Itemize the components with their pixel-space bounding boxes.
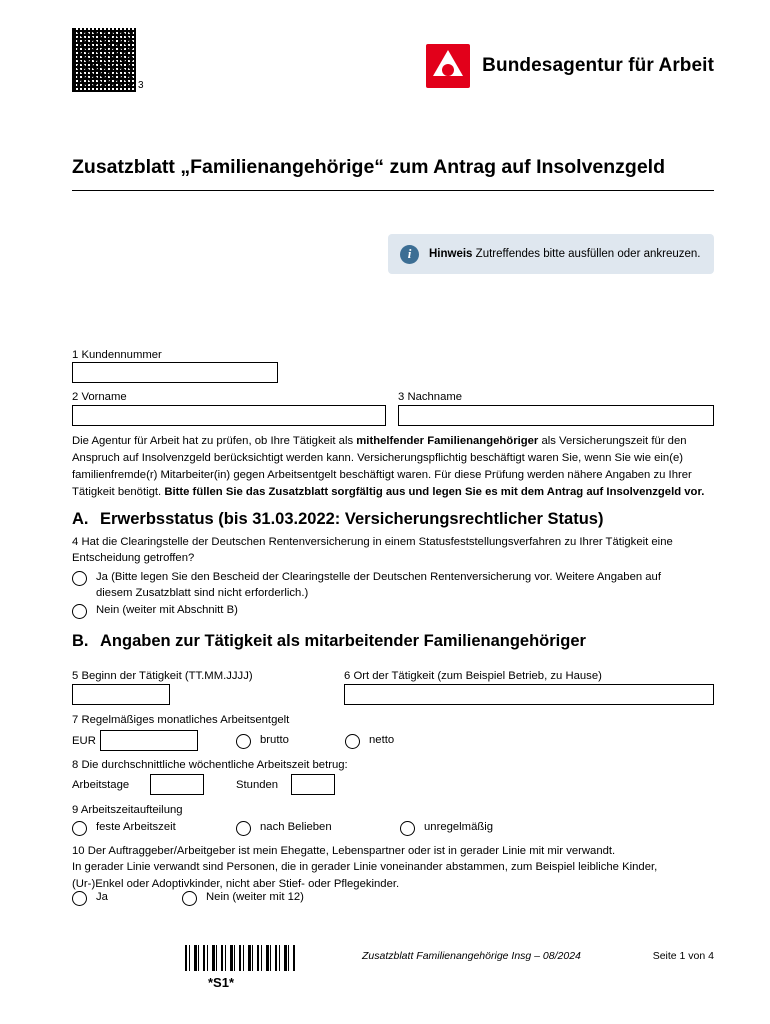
question-9-label	[72, 803, 183, 817]
radio-icon[interactable]	[236, 734, 251, 749]
question-10-line2: In gerader Linie verwandt sind Personen, die in gerader Linie voneinander abstammen, zum Beispiel leibliche Kinder,	[72, 861, 658, 874]
nachname-input[interactable]	[398, 405, 714, 426]
hinweis-box	[388, 234, 714, 274]
document-header	[72, 28, 714, 108]
question-10-line1: Der Auftraggeber/Arbeitgeber ist mein Ehegatte, Lebenspartner oder ist in gerader Linie mit mir verwandt.	[87, 845, 616, 857]
brand-name: Bundesagentur für Arbeit	[482, 55, 714, 76]
question-10-number: 10	[72, 845, 85, 857]
barcode-icon	[185, 945, 297, 971]
kundennummer-number: 1	[72, 349, 79, 361]
question-7-option-brutto-label: brutto	[260, 734, 289, 746]
section-b-title: Angaben zur Tätigkeit als mitarbeitender Familienangehöriger	[100, 632, 586, 650]
kundennummer-label-text: Kundennummer	[81, 349, 162, 361]
radio-icon[interactable]	[345, 734, 360, 749]
question-10-option-nein[interactable]	[182, 890, 304, 906]
question-7-option-brutto[interactable]	[236, 733, 289, 749]
section-b-letter: B.	[72, 632, 89, 650]
vorname-label	[72, 390, 127, 404]
agency-branding	[426, 44, 714, 88]
intro-part2: als Versicherungszeit für den Anspruch auf Insolvenzgeld berücksichtigt werden kann. Versicherungspflichtig beschäftigt waren Sie, wenn Sie wie ein(e) familienfremde(r) Mitarbeiter(in) gegen Arbeitsentgelt beschäftigt waren. Für diese Prüfung werden nähere Angaben zu Ihrer Tätigkeit benötigt.	[72, 435, 692, 498]
section-a-title: Erwerbsstatus (bis 31.03.2022: Versicherungsrechtlicher Status)	[100, 510, 604, 528]
footer-page-info: Seite 1 von 4	[652, 950, 714, 962]
question-9-option-unregelmaessig-label: unregelmäßig	[424, 821, 494, 833]
stunden-label: Stunden	[236, 779, 279, 791]
question-6-number: 6	[344, 670, 351, 682]
question-9-label-text: Arbeitszeitaufteilung	[80, 804, 183, 816]
question-5-label-text: Beginn der Tätigkeit (TT.MM.JJJJ)	[81, 670, 253, 682]
question-7-number: 7	[72, 714, 79, 726]
intro-part1: Die Agentur für Arbeit hat zu prüfen, ob Ihre Tätigkeit als	[72, 435, 357, 447]
question-4-number: 4	[72, 536, 79, 548]
question-8-label	[72, 758, 348, 772]
intro-paragraph	[72, 433, 714, 501]
question-5-number: 5	[72, 670, 79, 682]
intro-bold1: mithelfender Familienangehöriger	[356, 435, 539, 447]
question-10-option-ja[interactable]	[72, 890, 108, 906]
nachname-number: 3	[398, 391, 405, 403]
page-title: Zusatzblatt „Familienangehörige“ zum Antrag auf Insolvenzgeld	[72, 155, 714, 191]
radio-icon[interactable]	[400, 821, 415, 836]
datamatrix-number: 3	[138, 80, 144, 91]
question-10	[72, 843, 712, 892]
info-icon: i	[400, 245, 419, 264]
kundennummer-input[interactable]	[72, 362, 278, 383]
question-4-option-nein-label: Nein (weiter mit Abschnitt B)	[96, 604, 238, 616]
radio-icon[interactable]	[72, 891, 87, 906]
stunden-input[interactable]	[291, 774, 335, 795]
question-6-label	[344, 669, 602, 683]
vorname-input[interactable]	[72, 405, 386, 426]
hinweis-text	[429, 248, 701, 260]
arbeitsentgelt-input[interactable]	[100, 730, 198, 751]
question-4-text: Hat die Clearingstelle der Deutschen Rentenversicherung in einem Statusfeststellungsverfahren zu Ihrer Tätigkeit eine Entscheidung getroffen?	[72, 536, 673, 565]
radio-icon[interactable]	[236, 821, 251, 836]
question-10-option-ja-label: Ja	[96, 891, 108, 903]
question-8-label-text: Die durchschnittliche wöchentliche Arbeitszeit betrug:	[81, 759, 348, 771]
question-9-number: 9	[72, 804, 79, 816]
question-9-option-unregelmaessig[interactable]	[400, 820, 493, 836]
footer-document-name: Zusatzblatt Familienangehörige Insg – 08/2024	[362, 950, 581, 962]
question-7-label-text: Regelmäßiges monatliches Arbeitsentgelt	[81, 714, 290, 726]
hinweis-label: Hinweis	[429, 248, 473, 260]
question-8-number: 8	[72, 759, 79, 771]
ort-taetigkeit-input[interactable]	[344, 684, 714, 705]
kundennummer-label	[72, 348, 162, 362]
question-4-option-ja[interactable]	[72, 570, 692, 602]
vorname-label-text: Vorname	[81, 391, 127, 403]
radio-icon[interactable]	[72, 604, 87, 619]
question-7-option-netto-label: netto	[369, 734, 395, 746]
datamatrix-code-icon	[72, 28, 136, 92]
question-5-label	[72, 669, 253, 683]
question-10-line3: (Ur-)Enkel oder Adoptivkinder, nicht aber Stief- oder Pflegekinder.	[72, 877, 400, 890]
section-a-letter: A.	[72, 510, 89, 528]
vorname-number: 2	[72, 391, 79, 403]
radio-icon[interactable]	[72, 571, 87, 586]
bundesagentur-logo-icon	[426, 44, 470, 88]
question-7-label	[72, 713, 289, 727]
question-4-option-nein[interactable]	[72, 603, 238, 619]
question-6-label-text: Ort der Tätigkeit (zum Beispiel Betrieb, zu Hause)	[353, 670, 602, 682]
question-9-option-belieben[interactable]	[236, 820, 332, 836]
arbeitstage-input[interactable]	[150, 774, 204, 795]
question-9-option-feste-label: feste Arbeitszeit	[96, 821, 176, 833]
question-10-option-nein-label: Nein (weiter mit 12)	[206, 891, 304, 903]
nachname-label	[398, 390, 462, 404]
question-7-option-netto[interactable]	[345, 733, 394, 749]
intro-bold2: Bitte füllen Sie das Zusatzblatt sorgfältig aus und legen Sie es mit dem Antrag auf Insolvenzgeld vor.	[164, 485, 705, 498]
hinweis-body: Zutreffendes bitte ausfüllen oder ankreuzen.	[475, 248, 701, 260]
radio-icon[interactable]	[72, 821, 87, 836]
eur-label: EUR	[72, 735, 96, 747]
question-4	[72, 534, 702, 567]
barcode-text: *S1*	[208, 975, 235, 990]
section-b-heading	[72, 632, 586, 651]
question-9-option-belieben-label: nach Belieben	[260, 821, 332, 833]
section-a-heading	[72, 510, 603, 529]
nachname-label-text: Nachname	[407, 391, 463, 403]
question-9-option-feste[interactable]	[72, 820, 176, 836]
arbeitstage-label: Arbeitstage	[72, 779, 130, 791]
question-4-option-ja-label: Ja (Bitte legen Sie den Bescheid der Clearingstelle der Deutschen Rentenversicherung vor. Weitere Angaben auf diesem Zusatzblatt sind nicht erforderlich.)	[96, 571, 661, 599]
beginn-taetigkeit-input[interactable]	[72, 684, 170, 705]
radio-icon[interactable]	[182, 891, 197, 906]
